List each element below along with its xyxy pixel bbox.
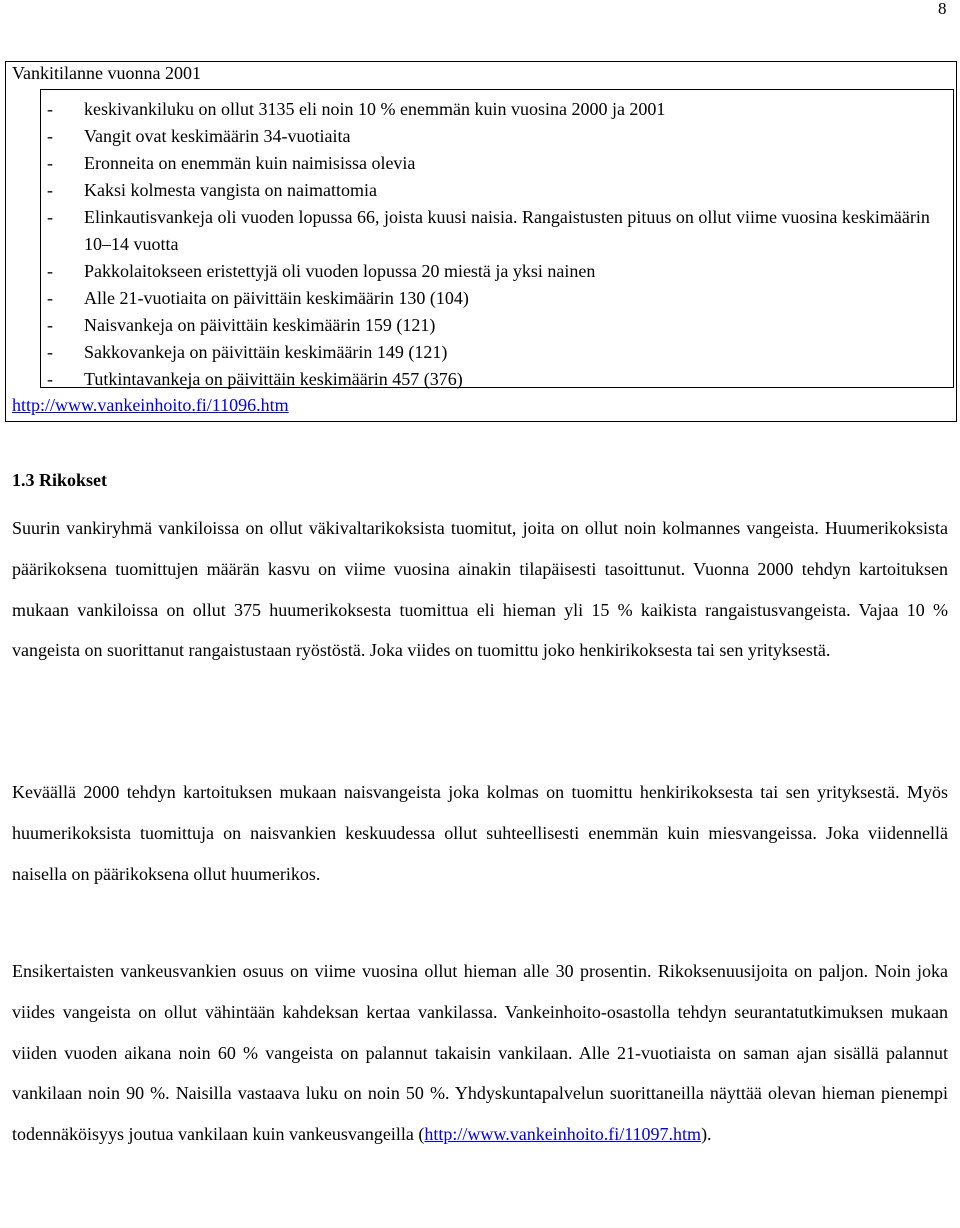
source-link-11096[interactable]: http://www.vankeinhoito.fi/11096.htm (12, 395, 289, 415)
section-heading: 1.3 Rikokset (12, 470, 108, 490)
list-item: - Sakkovankeja on päivittäin keskimäärin 149 (121) (47, 342, 448, 362)
paragraph-recidivism: Ensikertaisten vankeusvankien osuus on viime vuosina ollut hieman alle 30 prosentin. Rikoksenuusijoita on paljon. Noin joka viides vangeista on ollut vähintään kahdeksan kertaa vankilassa. Vankeinhoito-osastolla tehdyn seurantatutkimuksen mukaan viiden vuoden aikana noin 60 % vangeista on palannut takaisin vankilaan. Alle 21-vuotiaista on saman ajan sisällä palannut vankilaan noin 90 %. Naisilla vastaava luku on noin 50 %. Yhdyskuntapalvelun suorittaneilla näyttää olevan hieman pienempi todennäköisyys joutua vankilaan kuin vankeusvangeilla (http://www.vankeinhoito.fi/11097.htm). (12, 961, 948, 1145)
list-item: - Pakkolaitokseen eristettyjä oli vuoden lopussa 20 miestä ja yksi nainen (47, 261, 596, 281)
source-link-11097[interactable]: http://www.vankeinhoito.fi/11097.htm (424, 1124, 702, 1145)
paragraph-crime-types: Suurin vankiryhmä vankiloissa on ollut väkivaltarikoksista tuomitut, joita on ollut noin kolmannes vangeista. Huumerikoksista päärikoksena tuomittujen määrän kasvu on viime vuosina ainakin tilapäisesti tasoittunut. Vuonna 2000 tehdyn kartoituksen mukaan vankiloissa on ollut 375 huumerikoksesta tuomittua eli hieman yli 15 % kaikista rangaistusvangeista. Vajaa 10 % vangeista on suorittanut rangaistustaan ryöstöstä. Joka viides on tuomittu joko henkirikoksesta tai sen yrityksestä. (12, 518, 948, 661)
list-item: - keskivankiluku on ollut 3135 eli noin 10 % enemmän kuin vuosina 2000 ja 2001 (47, 99, 666, 119)
list-item: - Tutkintavankeja on päivittäin keskimäärin 457 (376) (47, 369, 463, 389)
list-item: - Kaksi kolmesta vangista on naimattomia (47, 180, 377, 200)
list-item: - Eronneita on enemmän kuin naimisissa olevia (47, 153, 416, 173)
page-number: 8 (938, 0, 947, 18)
list-item: - Elinkautisvankeja oli vuoden lopussa 66, joista kuusi naisia. Rangaistusten pituus on ollut viime vuosina keskimäärin 10–14 vuotta (47, 207, 930, 254)
list-item: - Naisvankeja on päivittäin keskimäärin 159 (121) (47, 315, 436, 335)
paragraph-women-prisoners: Keväällä 2000 tehdyn kartoituksen mukaan naisvangeista joka kolmas on tuomittu henkirikoksesta tai sen yrityksestä. Myös huumerikoksista tuomittuja on naisvankien keskuudessa ollut suhteellisesti enemmän kuin miesvangeissa. Joka viidennellä naisella on päärikoksena ollut huumerikos. (12, 782, 948, 884)
list-item: - Vangit ovat keskimäärin 34-vuotiaita (47, 126, 351, 146)
info-box-list (47, 96, 947, 393)
list-item: - Alle 21-vuotiaita on päivittäin keskimäärin 130 (104) (47, 288, 469, 308)
info-box-title: Vankitilanne vuonna 2001 (12, 63, 201, 83)
